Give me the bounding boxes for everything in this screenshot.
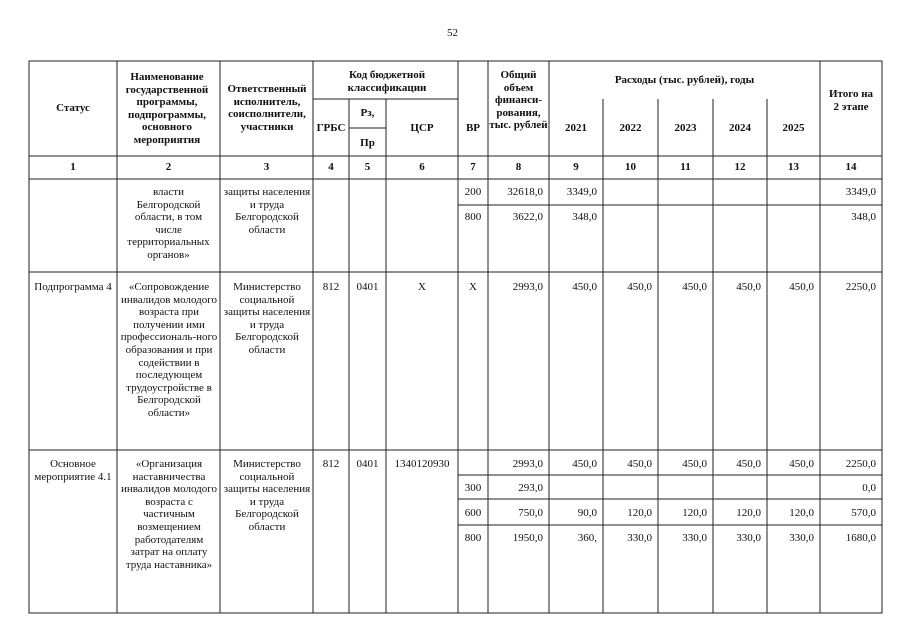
header-year-2021: 2021 (565, 122, 587, 134)
m41-2022-3: 330,0 (627, 532, 652, 544)
m41-total-1: 293,0 (518, 482, 543, 494)
col-num-3: 3 (263, 161, 270, 173)
header-csr: ЦСР (410, 122, 434, 134)
header-budget-code: Код бюджетной классификации (347, 69, 427, 94)
cont-vr-1: 200 (464, 186, 482, 198)
m41-vr-3: 800 (464, 532, 482, 544)
col-num-1: 1 (70, 161, 76, 173)
m41-vr-2: 600 (464, 507, 482, 519)
sub4-sum: 2250,0 (845, 281, 876, 293)
header-grbs: ГРБС (316, 122, 346, 134)
sub4-grbs: 812 (322, 281, 340, 293)
m41-sum-0: 2250,0 (845, 458, 876, 470)
sub4-2025: 450,0 (789, 281, 814, 293)
sub4-status: Подпрограмма 4 (34, 281, 112, 293)
m41-2021-2: 90,0 (577, 507, 597, 519)
cont-sum-2: 348,0 (851, 211, 876, 223)
m41-2022-0: 450,0 (627, 458, 652, 470)
header-stage-total: Итого на 2 этапе (828, 88, 874, 113)
m41-2024-2: 120,0 (736, 507, 761, 519)
sub4-2021: 450,0 (572, 281, 597, 293)
m41-2023-2: 120,0 (682, 507, 707, 519)
col-num-6: 6 (419, 161, 425, 173)
col-num-11: 11 (680, 161, 691, 173)
col-num-10: 10 (625, 161, 636, 173)
m41-2025-0: 450,0 (789, 458, 814, 470)
m41-grbs: 812 (322, 458, 340, 470)
m41-2024-0: 450,0 (736, 458, 761, 470)
sub4-responsible: Министерство социальной защиты населения и труда Белгородской области (223, 281, 311, 356)
sub4-2022: 450,0 (627, 281, 652, 293)
header-year-2025: 2025 (782, 122, 805, 134)
header-year-2024: 2024 (729, 122, 751, 134)
sub4-csr: Х (418, 281, 426, 293)
m41-total-3: 1950,0 (512, 532, 543, 544)
m41-status: Основное мероприятие 4.1 (34, 458, 112, 483)
col-num-8: 8 (515, 161, 522, 173)
cont-responsible: защиты населения и труда Белгородской области (223, 186, 311, 236)
m41-csr: 1340120930 (394, 458, 450, 470)
col-num-5: 5 (364, 161, 371, 173)
header-responsible: Ответственный исполнитель, соисполнители, участники (227, 83, 307, 133)
m41-responsible: Министерство социальной защиты населения и труда Белгородской области (223, 458, 311, 533)
cont-2021-1: 3349,0 (566, 186, 597, 198)
col-num-12: 12 (734, 161, 746, 173)
header-year-2023: 2023 (674, 122, 697, 134)
col-num-4: 4 (328, 161, 334, 173)
cont-name: власти Белгородской области, в том числе территориальных органов» (127, 186, 210, 261)
header-rz: Рз, (360, 107, 375, 119)
m41-sum-1: 0,0 (862, 482, 876, 494)
m41-2022-2: 120,0 (627, 507, 652, 519)
m41-sum-2: 570,0 (851, 507, 876, 519)
col-num-9: 9 (573, 161, 579, 173)
m41-name: «Организация наставничества инвалидов молодого возраста с частичным возмещением работодателям затрат на оплату труда наставника» (120, 458, 218, 571)
col-num-14: 14 (845, 161, 857, 173)
cont-total-2: 3622,0 (512, 211, 543, 223)
m41-sum-3: 1680,0 (845, 532, 876, 544)
cont-sum-1: 3349,0 (845, 186, 876, 198)
header-vr: ВР (465, 122, 481, 134)
header-total-funding: Общий объем финанси-рования, тыс. рублей (489, 69, 548, 132)
cont-2021-2: 348,0 (572, 211, 597, 223)
m41-2021-3: 360, (577, 532, 597, 544)
sub4-total: 2993,0 (512, 281, 543, 293)
page-number: 52 (447, 27, 458, 39)
sub4-vr: Х (469, 281, 477, 293)
m41-2023-3: 330,0 (682, 532, 707, 544)
m41-total-2: 750,0 (518, 507, 543, 519)
m41-vr-1: 300 (464, 482, 482, 494)
sub4-2024: 450,0 (736, 281, 761, 293)
m41-2023-0: 450,0 (682, 458, 707, 470)
sub4-name: «Сопровождение инвалидов молодого возраста при получении ими профессиональ-ного образования и при содействии в последующем трудоустройстве в Белгородской области» (120, 281, 218, 419)
header-year-2022: 2022 (619, 122, 642, 134)
header-expenses: Расходы (тыс. рублей), годы (614, 74, 755, 86)
m41-2025-3: 330,0 (789, 532, 814, 544)
sub4-rzpr: 0401 (356, 281, 379, 293)
header-name: Наименование государственной программы, подпрограммы, основного мероприятия (125, 71, 209, 146)
sub4-2023: 450,0 (682, 281, 707, 293)
cont-vr-2: 800 (464, 211, 482, 223)
m41-total-0: 2993,0 (512, 458, 543, 470)
col-num-7: 7 (470, 161, 476, 173)
col-num-13: 13 (788, 161, 799, 173)
m41-2024-3: 330,0 (736, 532, 761, 544)
m41-rzpr: 0401 (356, 458, 379, 470)
header-status: Статус (56, 102, 90, 114)
m41-2021-0: 450,0 (572, 458, 597, 470)
cont-total-1: 32618,0 (507, 186, 543, 198)
header-pr: Пр (360, 137, 375, 149)
col-num-2: 2 (165, 161, 172, 173)
m41-2025-2: 120,0 (789, 507, 814, 519)
